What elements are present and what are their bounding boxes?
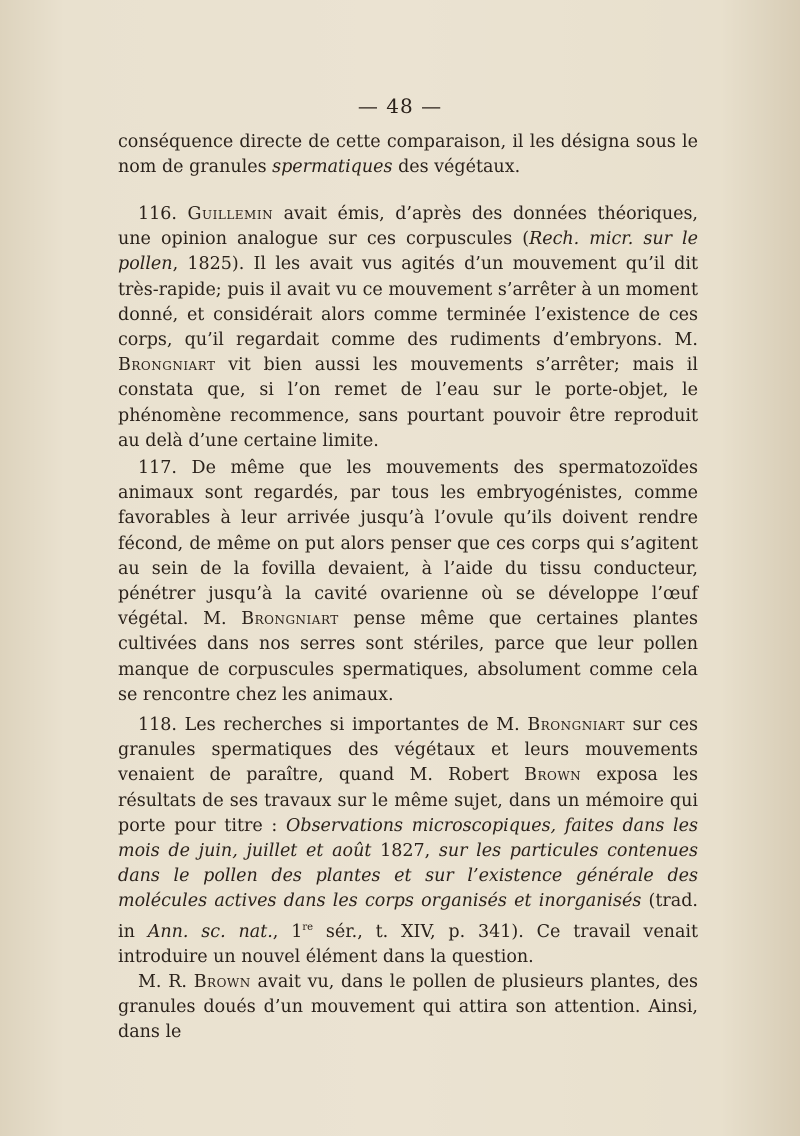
author-name: Brongniart: [527, 715, 625, 735]
text-run: des végétaux.: [392, 157, 521, 178]
superscript: re: [302, 921, 314, 933]
text-run: exposa les résultats de ses travaux sur le même sujet, dans un mémoire qui porte pour titre :: [118, 765, 698, 836]
author-name: Brongniart: [118, 355, 216, 376]
memoir-title: Observations microscopiques, faites dans les mois de juin, juillet et août: [118, 815, 698, 862]
paragraph-117: [118, 456, 698, 708]
italic-term: spermatiques: [272, 157, 393, 178]
section-118: [118, 713, 698, 1045]
author-name: Brongniart: [241, 609, 339, 630]
text-run: , 1: [272, 921, 303, 942]
author-name: Brown: [193, 971, 251, 992]
paragraph-number: 116.: [138, 204, 188, 224]
text-run: M. R.: [138, 971, 194, 992]
memoir-title: sur les particules contenues dans le pollen des plantes et sur l’existence générale des molécules actives dans les corps organisés et inorganisés: [118, 841, 698, 912]
paragraph-118-continued: [118, 970, 698, 1046]
text-run: sur ces granules spermatiques des végétaux et leurs mouvements venaient de paraître, quand M. Robert: [118, 715, 698, 786]
text-run: avait vu, dans le pollen de plusieurs plantes, des granules doués d’un mouvement qui attira son attention. Ainsi, dans le: [118, 971, 698, 1043]
text-run: vit bien aussi les mouvements s’arrêter; mais il constata que, si l’on remet de l’eau sur le porte-objet, le phénomène recommence, sans pourtant pouvoir être reproduit au delà d’une certaine limite.: [118, 355, 698, 451]
text-run: pense même que certaines plantes cultivées dans nos serres sont stériles, parce que leur pollen manque de corpuscules spermatiques, absolument comme cela se rencontre chez les animaux.: [118, 609, 698, 705]
paragraph-116: [118, 202, 698, 454]
text-run: 118. Les recherches si importantes de M.: [138, 715, 528, 735]
text-run: sér., t. XIV, p. 341). Ce travail venait introduire un nouvel élément dans la question.: [118, 921, 699, 967]
reference-title: Rech. micr. sur le pollen: [118, 229, 698, 275]
text-run: 117. De même que les mouvements des spermatozoïdes animaux sont regardés, par tous les embryogénistes, comme favorables à leur arrivée jusqu’à l’ovule qu’ils doivent rendre fécond, de même on put alors penser que ces corps qui s’agitent au sein de la fovilla devaient, à l’aide du tissu conducteur, pénétrer jusqu’à la cavité ovarienne où se développe l’œuf végétal. M.: [118, 458, 698, 630]
author-name: Brown: [524, 765, 582, 786]
text-run: avait émis, d’après des données théoriques, une opinion analogue sur ces corpuscules (: [118, 204, 698, 250]
text-run: conséquence directe de cette comparaison, il les désigna sous le nom de granules: [118, 132, 698, 178]
journal-name: Ann. sc. nat.: [147, 921, 273, 942]
text-run: , 1825). Il les avait vus agités d’un mouvement qu’il dit très-rapide; puis il avait vu ce mouvement s’arrêter à un moment donné, et considérait alors comme terminée l’existence de ces corps, qu’il regardait comme des rudiments d’embryons. M.: [118, 254, 698, 351]
author-name: Guillemin: [187, 204, 274, 224]
year: 1827,: [371, 841, 439, 862]
text-run: (trad. in: [118, 891, 698, 942]
page-number: — 48 —: [357, 94, 443, 118]
paragraph-intro: [118, 130, 698, 180]
paragraph-118: [118, 713, 698, 970]
